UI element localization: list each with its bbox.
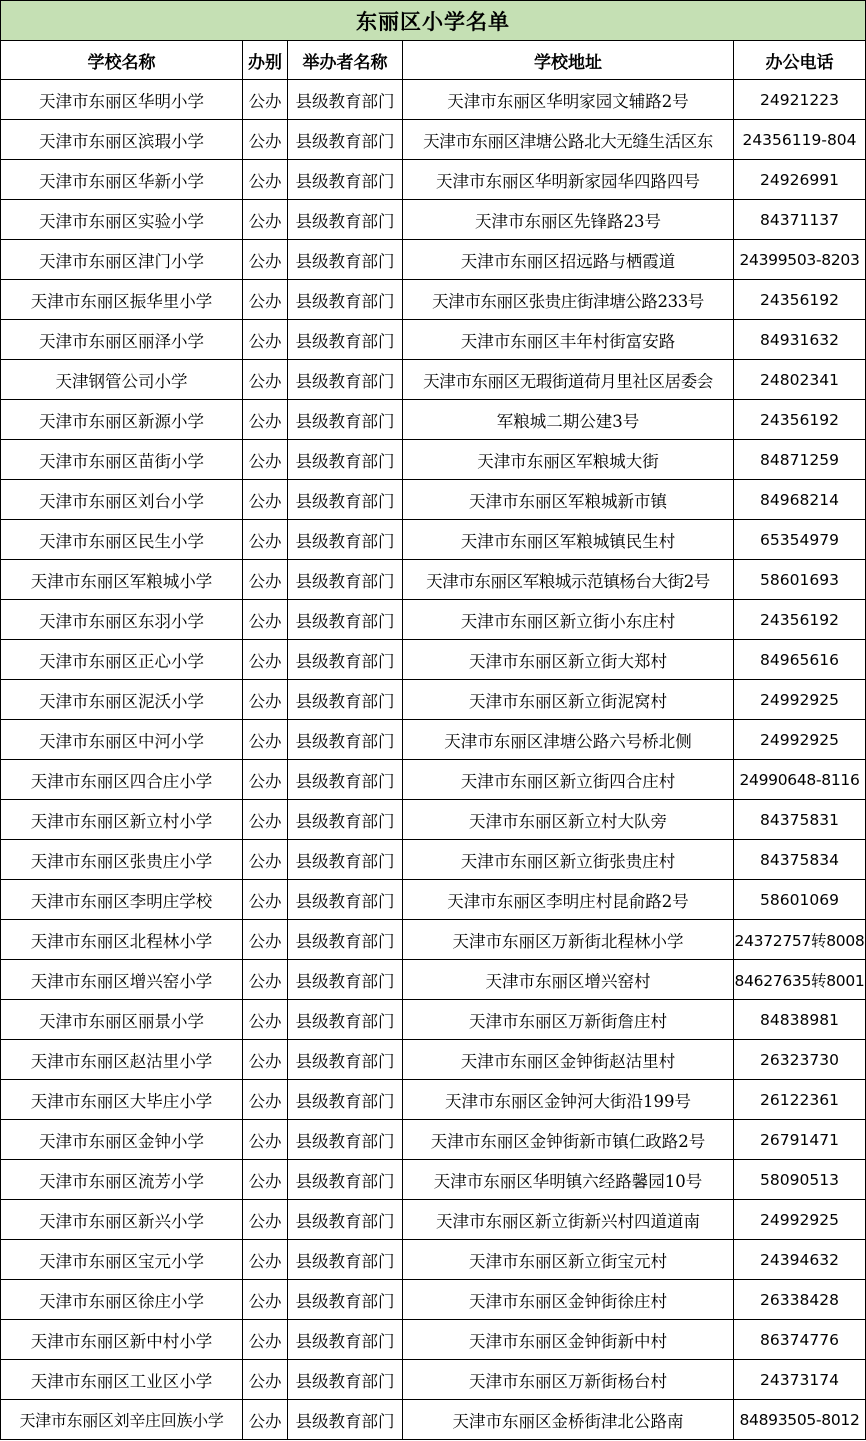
- cell-type: 公办: [243, 280, 288, 320]
- cell-phone: 26323730: [734, 1040, 866, 1080]
- table-row: [1, 240, 866, 280]
- cell-phone: 24356192: [734, 600, 866, 640]
- cell-phone: 24992925: [734, 720, 866, 760]
- cell-sponsor: 县级教育部门: [288, 1360, 403, 1400]
- column-header-address: 学校地址: [403, 41, 734, 80]
- cell-type: 公办: [243, 1400, 288, 1440]
- cell-type: 公办: [243, 1320, 288, 1360]
- cell-phone: 58601693: [734, 560, 866, 600]
- cell-phone: 84931632: [734, 320, 866, 360]
- cell-school-name: 天津市东丽区四合庄小学: [1, 760, 243, 800]
- table-row: [1, 1040, 866, 1080]
- cell-phone: 24992925: [734, 1200, 866, 1240]
- header-row: [1, 41, 866, 80]
- table-row: [1, 1240, 866, 1280]
- table-row: [1, 440, 866, 480]
- table-row: [1, 1280, 866, 1320]
- table-row: [1, 560, 866, 600]
- cell-address: 天津市东丽区新立街张贵庄村: [403, 840, 734, 880]
- cell-school-name: 天津市东丽区李明庄学校: [1, 880, 243, 920]
- cell-sponsor: 县级教育部门: [288, 520, 403, 560]
- table-row: [1, 1320, 866, 1360]
- cell-address: 天津市东丽区招远路与栖霞道: [403, 240, 734, 280]
- cell-phone: 84375831: [734, 800, 866, 840]
- cell-type: 公办: [243, 800, 288, 840]
- cell-sponsor: 县级教育部门: [288, 600, 403, 640]
- cell-phone: 24992925: [734, 680, 866, 720]
- table-row: [1, 640, 866, 680]
- table-row: [1, 720, 866, 760]
- cell-phone: 24394632: [734, 1240, 866, 1280]
- table-body: [1, 80, 866, 1440]
- cell-school-name: 天津市东丽区振华里小学: [1, 280, 243, 320]
- cell-type: 公办: [243, 560, 288, 600]
- cell-type: 公办: [243, 880, 288, 920]
- table-row: [1, 1200, 866, 1240]
- cell-type: 公办: [243, 1000, 288, 1040]
- cell-type: 公办: [243, 640, 288, 680]
- column-header-school-name: 学校名称: [1, 41, 243, 80]
- cell-phone: 24990648-8116: [734, 760, 866, 800]
- cell-school-name: 天津市东丽区津门小学: [1, 240, 243, 280]
- cell-school-name: 天津市东丽区泥沃小学: [1, 680, 243, 720]
- table-row: [1, 1080, 866, 1120]
- cell-school-name: 天津市东丽区新立村小学: [1, 800, 243, 840]
- cell-phone: 84893505-8012: [734, 1400, 866, 1440]
- table-row: [1, 160, 866, 200]
- cell-type: 公办: [243, 960, 288, 1000]
- cell-type: 公办: [243, 1240, 288, 1280]
- cell-school-name: 天津市东丽区北程林小学: [1, 920, 243, 960]
- cell-address: 天津市东丽区新立村大队旁: [403, 800, 734, 840]
- table-row: [1, 1000, 866, 1040]
- cell-type: 公办: [243, 1160, 288, 1200]
- cell-address: 天津市东丽区万新街北程林小学: [403, 920, 734, 960]
- cell-address: 天津市东丽区万新街杨台村: [403, 1360, 734, 1400]
- cell-address: 天津市东丽区新立街大郑村: [403, 640, 734, 680]
- cell-sponsor: 县级教育部门: [288, 360, 403, 400]
- table-row: [1, 1360, 866, 1400]
- cell-school-name: 天津市东丽区苗街小学: [1, 440, 243, 480]
- table-row: [1, 1120, 866, 1160]
- cell-phone: 84375834: [734, 840, 866, 880]
- cell-school-name: 天津市东丽区徐庄小学: [1, 1280, 243, 1320]
- cell-type: 公办: [243, 1200, 288, 1240]
- cell-sponsor: 县级教育部门: [288, 720, 403, 760]
- cell-school-name: 天津市东丽区刘辛庄回族小学: [1, 1400, 243, 1440]
- cell-type: 公办: [243, 840, 288, 880]
- cell-sponsor: 县级教育部门: [288, 240, 403, 280]
- table-row: [1, 600, 866, 640]
- cell-phone: 24356192: [734, 400, 866, 440]
- cell-address: 天津市东丽区张贵庄街津塘公路233号: [403, 280, 734, 320]
- cell-address: 天津市东丽区金钟街徐庄村: [403, 1280, 734, 1320]
- cell-address: 天津市东丽区新立街宝元村: [403, 1240, 734, 1280]
- cell-school-name: 天津市东丽区宝元小学: [1, 1240, 243, 1280]
- cell-type: 公办: [243, 120, 288, 160]
- cell-type: 公办: [243, 1360, 288, 1400]
- cell-address: 天津市东丽区金钟街新中村: [403, 1320, 734, 1360]
- cell-address: 天津市东丽区增兴窑村: [403, 960, 734, 1000]
- table-row: [1, 960, 866, 1000]
- cell-school-name: 天津市东丽区丽泽小学: [1, 320, 243, 360]
- cell-type: 公办: [243, 1120, 288, 1160]
- cell-school-name: 天津市东丽区东羽小学: [1, 600, 243, 640]
- cell-phone: 24356192: [734, 280, 866, 320]
- cell-phone: 84838981: [734, 1000, 866, 1040]
- title-row: [1, 1, 866, 41]
- cell-phone: 84968214: [734, 480, 866, 520]
- cell-address: 天津市东丽区金桥街津北公路南: [403, 1400, 734, 1440]
- table-row: [1, 1160, 866, 1200]
- cell-school-name: 天津市东丽区金钟小学: [1, 1120, 243, 1160]
- cell-school-name: 天津市东丽区华新小学: [1, 160, 243, 200]
- cell-phone: 24373174: [734, 1360, 866, 1400]
- cell-type: 公办: [243, 360, 288, 400]
- cell-sponsor: 县级教育部门: [288, 680, 403, 720]
- table-row: [1, 480, 866, 520]
- cell-address: 天津市东丽区先锋路23号: [403, 200, 734, 240]
- cell-sponsor: 县级教育部门: [288, 280, 403, 320]
- cell-school-name: 天津市东丽区大毕庄小学: [1, 1080, 243, 1120]
- cell-phone: 24356119-804: [734, 120, 866, 160]
- cell-school-name: 天津市东丽区增兴窑小学: [1, 960, 243, 1000]
- cell-phone: 24926991: [734, 160, 866, 200]
- cell-type: 公办: [243, 1280, 288, 1320]
- cell-type: 公办: [243, 520, 288, 560]
- cell-address: 天津市东丽区津塘公路六号桥北侧: [403, 720, 734, 760]
- cell-address: 天津市东丽区新立街小东庄村: [403, 600, 734, 640]
- cell-address: 天津市东丽区金钟河大街沿199号: [403, 1080, 734, 1120]
- cell-sponsor: 县级教育部门: [288, 1120, 403, 1160]
- cell-phone: 58601069: [734, 880, 866, 920]
- cell-address: 军粮城二期公建3号: [403, 400, 734, 440]
- table-row: [1, 120, 866, 160]
- cell-address: 天津市东丽区新立街四合庄村: [403, 760, 734, 800]
- cell-sponsor: 县级教育部门: [288, 1160, 403, 1200]
- table-row: [1, 920, 866, 960]
- cell-phone: 26338428: [734, 1280, 866, 1320]
- table-row: [1, 200, 866, 240]
- cell-phone: 24921223: [734, 80, 866, 120]
- cell-address: 天津市东丽区华明新家园华四路四号: [403, 160, 734, 200]
- cell-sponsor: 县级教育部门: [288, 80, 403, 120]
- cell-type: 公办: [243, 480, 288, 520]
- cell-school-name: 天津市东丽区工业区小学: [1, 1360, 243, 1400]
- cell-type: 公办: [243, 80, 288, 120]
- cell-school-name: 天津市东丽区华明小学: [1, 80, 243, 120]
- cell-sponsor: 县级教育部门: [288, 1000, 403, 1040]
- cell-type: 公办: [243, 200, 288, 240]
- cell-school-name: 天津钢管公司小学: [1, 360, 243, 400]
- cell-school-name: 天津市东丽区正心小学: [1, 640, 243, 680]
- cell-phone: 84627635转8001: [734, 960, 866, 1000]
- table-row: [1, 520, 866, 560]
- cell-sponsor: 县级教育部门: [288, 760, 403, 800]
- cell-phone: 26791471: [734, 1120, 866, 1160]
- cell-sponsor: 县级教育部门: [288, 560, 403, 600]
- cell-sponsor: 县级教育部门: [288, 640, 403, 680]
- cell-phone: 84965616: [734, 640, 866, 680]
- cell-type: 公办: [243, 160, 288, 200]
- cell-sponsor: 县级教育部门: [288, 840, 403, 880]
- cell-school-name: 天津市东丽区滨瑕小学: [1, 120, 243, 160]
- cell-phone: 24372757转8008: [734, 920, 866, 960]
- cell-address: 天津市东丽区新立街新兴村四道道南: [403, 1200, 734, 1240]
- cell-type: 公办: [243, 720, 288, 760]
- cell-sponsor: 县级教育部门: [288, 320, 403, 360]
- cell-address: 天津市东丽区金钟街新市镇仁政路2号: [403, 1120, 734, 1160]
- cell-sponsor: 县级教育部门: [288, 1080, 403, 1120]
- cell-school-name: 天津市东丽区丽景小学: [1, 1000, 243, 1040]
- table-row: [1, 840, 866, 880]
- cell-sponsor: 县级教育部门: [288, 1280, 403, 1320]
- cell-type: 公办: [243, 1040, 288, 1080]
- cell-sponsor: 县级教育部门: [288, 1400, 403, 1440]
- cell-address: 天津市东丽区军粮城新市镇: [403, 480, 734, 520]
- table-row: [1, 80, 866, 120]
- cell-sponsor: 县级教育部门: [288, 1320, 403, 1360]
- cell-address: 天津市东丽区丰年村街富安路: [403, 320, 734, 360]
- cell-address: 天津市东丽区华明镇六经路馨园10号: [403, 1160, 734, 1200]
- cell-type: 公办: [243, 600, 288, 640]
- table-title: 东丽区小学名单: [1, 1, 866, 41]
- cell-phone: 84871259: [734, 440, 866, 480]
- cell-school-name: 天津市东丽区新中村小学: [1, 1320, 243, 1360]
- cell-sponsor: 县级教育部门: [288, 120, 403, 160]
- cell-phone: 86374776: [734, 1320, 866, 1360]
- cell-address: 天津市东丽区军粮城镇民生村: [403, 520, 734, 560]
- table-row: [1, 280, 866, 320]
- cell-phone: 84371137: [734, 200, 866, 240]
- column-header-sponsor: 举办者名称: [288, 41, 403, 80]
- cell-sponsor: 县级教育部门: [288, 800, 403, 840]
- cell-address: 天津市东丽区津塘公路北大无缝生活区东: [403, 120, 734, 160]
- cell-sponsor: 县级教育部门: [288, 200, 403, 240]
- cell-school-name: 天津市东丽区军粮城小学: [1, 560, 243, 600]
- table-row: [1, 1400, 866, 1440]
- table-row: [1, 320, 866, 360]
- cell-type: 公办: [243, 760, 288, 800]
- cell-address: 天津市东丽区军粮城示范镇杨台大街2号: [403, 560, 734, 600]
- table-row: [1, 800, 866, 840]
- cell-sponsor: 县级教育部门: [288, 1200, 403, 1240]
- cell-address: 天津市东丽区无瑕街道荷月里社区居委会: [403, 360, 734, 400]
- cell-type: 公办: [243, 680, 288, 720]
- cell-sponsor: 县级教育部门: [288, 1240, 403, 1280]
- cell-address: 天津市东丽区李明庄村昆俞路2号: [403, 880, 734, 920]
- cell-address: 天津市东丽区华明家园文辅路2号: [403, 80, 734, 120]
- cell-school-name: 天津市东丽区流芳小学: [1, 1160, 243, 1200]
- cell-sponsor: 县级教育部门: [288, 480, 403, 520]
- table-row: [1, 360, 866, 400]
- cell-school-name: 天津市东丽区实验小学: [1, 200, 243, 240]
- table-row: [1, 760, 866, 800]
- cell-sponsor: 县级教育部门: [288, 880, 403, 920]
- cell-sponsor: 县级教育部门: [288, 920, 403, 960]
- cell-type: 公办: [243, 440, 288, 480]
- cell-school-name: 天津市东丽区新兴小学: [1, 1200, 243, 1240]
- cell-type: 公办: [243, 400, 288, 440]
- cell-school-name: 天津市东丽区刘台小学: [1, 480, 243, 520]
- cell-school-name: 天津市东丽区新源小学: [1, 400, 243, 440]
- cell-school-name: 天津市东丽区赵沽里小学: [1, 1040, 243, 1080]
- cell-sponsor: 县级教育部门: [288, 960, 403, 1000]
- cell-type: 公办: [243, 920, 288, 960]
- cell-address: 天津市东丽区金钟街赵沽里村: [403, 1040, 734, 1080]
- cell-sponsor: 县级教育部门: [288, 160, 403, 200]
- cell-sponsor: 县级教育部门: [288, 440, 403, 480]
- cell-school-name: 天津市东丽区张贵庄小学: [1, 840, 243, 880]
- cell-sponsor: 县级教育部门: [288, 1040, 403, 1080]
- cell-address: 天津市东丽区军粮城大街: [403, 440, 734, 480]
- cell-address: 天津市东丽区新立街泥窝村: [403, 680, 734, 720]
- cell-type: 公办: [243, 320, 288, 360]
- cell-school-name: 天津市东丽区民生小学: [1, 520, 243, 560]
- column-header-phone: 办公电话: [734, 41, 866, 80]
- cell-phone: 26122361: [734, 1080, 866, 1120]
- cell-phone: 65354979: [734, 520, 866, 560]
- cell-address: 天津市东丽区万新街詹庄村: [403, 1000, 734, 1040]
- cell-type: 公办: [243, 240, 288, 280]
- table-row: [1, 680, 866, 720]
- column-header-type: 办别: [243, 41, 288, 80]
- cell-phone: 58090513: [734, 1160, 866, 1200]
- cell-phone: 24399503-8203: [734, 240, 866, 280]
- cell-phone: 24802341: [734, 360, 866, 400]
- cell-sponsor: 县级教育部门: [288, 400, 403, 440]
- table-row: [1, 880, 866, 920]
- cell-school-name: 天津市东丽区中河小学: [1, 720, 243, 760]
- table-row: [1, 400, 866, 440]
- cell-type: 公办: [243, 1080, 288, 1120]
